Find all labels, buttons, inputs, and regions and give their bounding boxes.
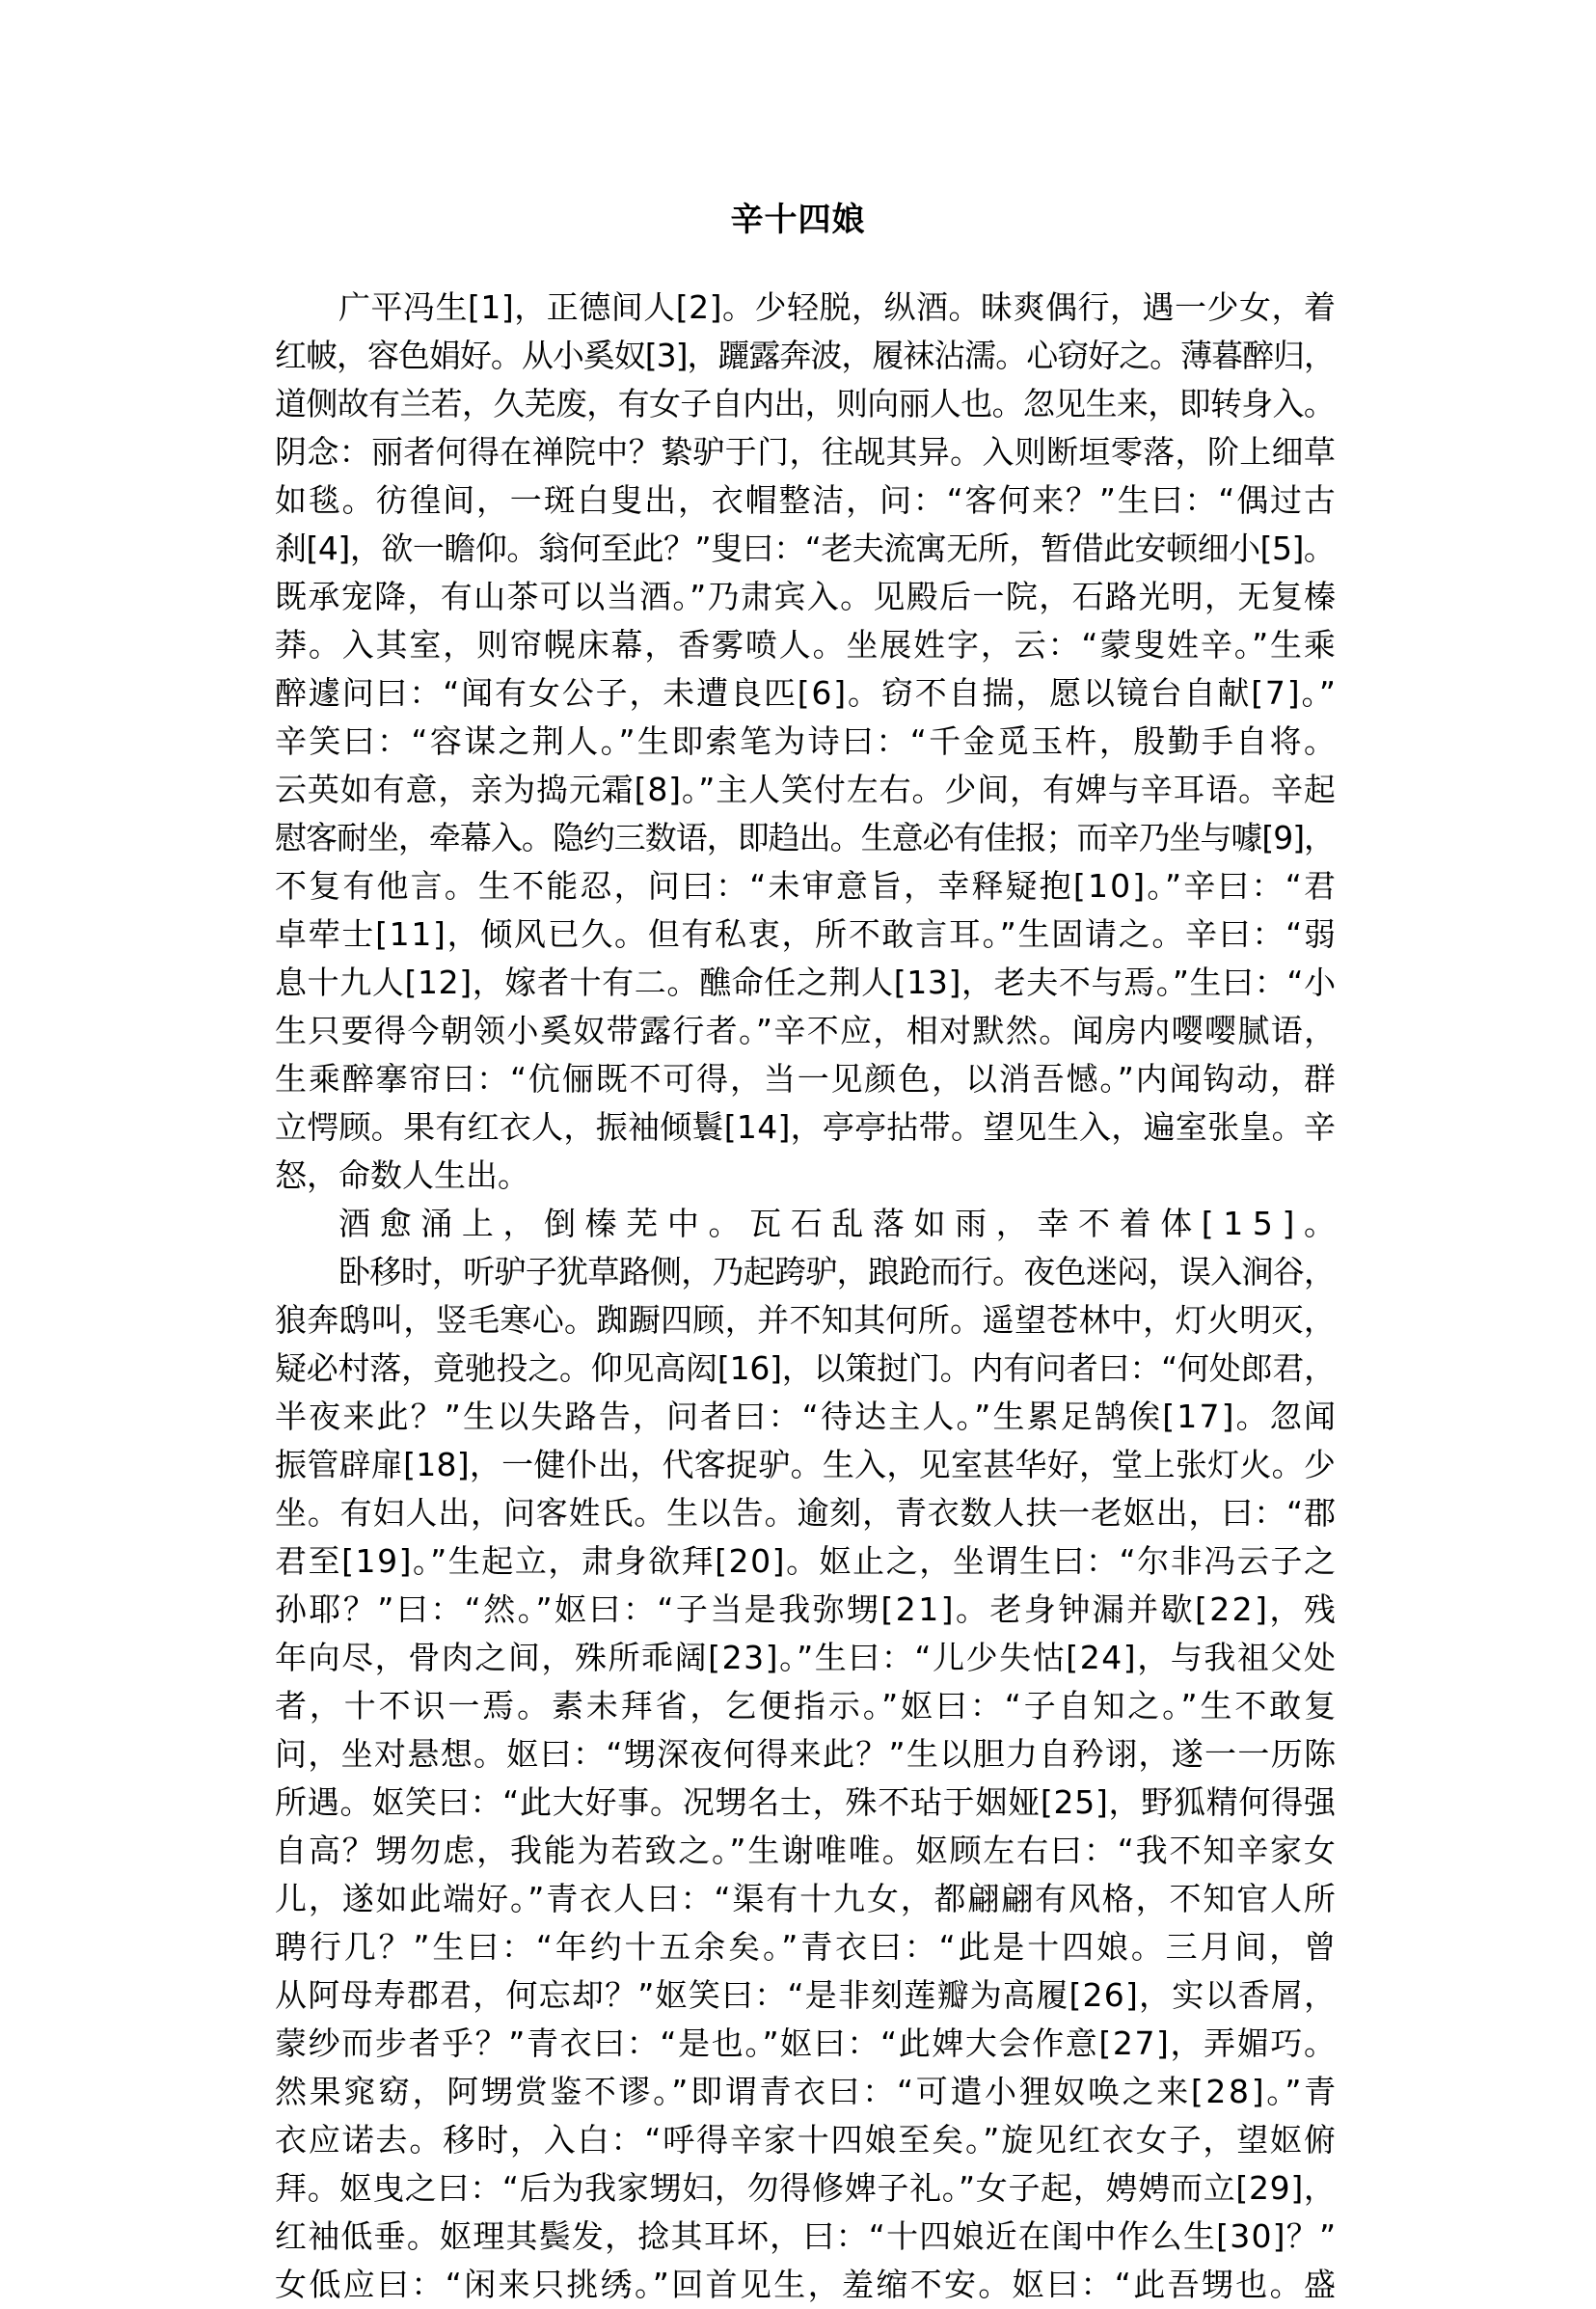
text-line: 如毯。彷徨间，一斑白叟出，衣帽整洁，问：“客何来？”生曰：“偶过古 [275,481,1338,519]
text-line: 女低应曰：“闲来只挑绣。”回首见生，羞缩不安。妪曰：“此吾甥也。盛 [275,2266,1339,2303]
text-line: 振管辟扉[18]，一健仆出，代客捉驴。生入，见室甚华好，堂上张灯火。少 [275,1446,1337,1483]
document-body [275,284,1345,2309]
text-line: 蒙纱而步者乎？”青衣曰：“是也。”妪曰：“此婢大会作意[27]，弄媚巧。 [275,2024,1338,2062]
text-line: 怒，命数人生出。 [275,1156,529,1194]
text-line: 儿，遂如此端好。”青衣人曰：“渠有十九女，都翩翩有风格，不知官人所 [275,1880,1338,1917]
text-line: 聘行几？”生曰：“年约十五余矣。”青衣曰：“此是十四娘。三月间，曾 [275,1928,1339,1966]
text-line: 生只要得今朝领小奚奴带露行者。”辛不应，相对默然。闻房内嘤嘤腻语， [275,1012,1338,1049]
text-line: 自高？甥勿虑，我能为若致之。”生谢唯唯。妪顾左右曰：“我不知辛家女 [275,1832,1338,1869]
text-line: 半夜来此？”生以失路告，问者曰：“待达主人。”生累足鹄俟[17]。忽闻 [275,1398,1339,1435]
text-line: 莽。入其室，则帘幌床幕，香雾喷人。坐展姓字，云：“蒙叟姓辛。”生乘 [275,626,1338,664]
text-line: 然果窕窈，阿甥赏鉴不谬。”即谓青衣曰：“可遣小狸奴唤之来[28]。”青 [275,2073,1339,2110]
text-line: 君至[19]。”生起立，肃身欲拜[20]。妪止之，坐谓生曰：“尔非冯云子之 [275,1542,1338,1580]
text-line: 不复有他言。生不能忍，问曰：“未审意旨，幸释疑抱[10]。”辛曰：“君 [275,867,1339,905]
text-line: 卧移时，听驴子犹草路侧，乃起跨驴，踉跄而行。夜色迷闷，误入涧谷， [338,1253,1336,1290]
text-line: 狼奔鸱叫，竖毛寒心。踟蹰四顾，并不知其何所。遥望苍林中，灯火明灭， [275,1301,1337,1339]
text-line: 慰客耐坐，牵幕入。隐约三数语，即趋出。生意必有佳报；而辛乃坐与噱[9]， [275,819,1336,856]
text-line: 衣应诺去。移时，入白：“呼得辛家十四娘至矣。”旋见红衣女子，望妪俯 [275,2121,1338,2159]
text-line: 孙耶？”曰：“然。”妪曰：“子当是我弥甥[21]。老身钟漏并歇[22]，残 [275,1590,1339,1628]
text-line: 从阿母寿郡君，何忘却？”妪笑曰：“是非刻莲瓣为高履[26]，实以香屑， [275,1976,1338,2014]
text-line: 红袖低垂。妪理其鬓发，捻其耳坏，曰：“十四娘近在闺中作么生[30]？” [275,2217,1338,2255]
text-line: 疑必村落，竟驰投之。仰见高闳[16]，以策挝门。内有问者曰：“何处郎君， [275,1349,1336,1387]
text-line: 广平冯生[1]，正德间人[2]。少轻脱，纵酒。昧爽偶行，遇一少女，着 [338,288,1337,326]
text-line: 云英如有意，亲为捣元霜[8]。”主人笑付左右。少间，有婢与辛耳语。辛起 [275,771,1337,808]
text-line: 坐。有妇人出，问客姓氏。生以告。逾刻，青衣数人扶一老妪出，曰：“郡 [275,1494,1337,1532]
text-line: 问，坐对悬想。妪曰：“甥深夜何得来此？”生以胆力自矜诩，遂一一历陈 [275,1735,1338,1773]
text-line: 酒愈涌上，倒榛芜中。瓦石乱落如雨，幸不着体[15]。 [338,1205,1345,1242]
text-line: 红帔，容色娟好。从小奚奴[3]，躧露奔波，履袜沾濡。心窃好之。薄暮醉归， [275,337,1336,374]
text-line: 息十九人[12]，嫁者十有二。醮命任之荆人[13]，老夫不与焉。”生曰：“小 [275,964,1337,1001]
text-line: 生乘醉搴帘曰：“伉俪既不可得，当一见颜色，以消吾憾。”内闻钩动，群 [275,1060,1338,1098]
text-line: 既承宠降，有山茶可以当酒。”乃肃宾入。见殿后一院，石路光明，无复榛 [275,578,1338,615]
text-line: 道侧故有兰若，久芜废，有女子自内出，则向丽人也。忽见生来，即转身入。 [275,385,1336,422]
text-line: 者，十不识一焉。素未拜省，乞便指示。”妪曰：“子自知之。”生不敢复 [275,1687,1339,1725]
text-line: 醉遽问曰：“闻有女公子，未遭良匹[6]。窃不自揣，愿以镜台自献[7]。” [275,674,1338,712]
text-line: 刹[4]，欲一瞻仰。翁何至此？”叟曰：“老夫流寓无所，暂借此安顿细小[5]。 [275,530,1336,567]
text-line: 卓荦士[11]，倾风已久。但有私衷，所不敢言耳。”生固请之。辛曰：“弱 [275,915,1338,953]
document-title: 辛十四娘 [730,201,866,239]
text-line: 拜。妪曳之曰：“后为我家甥妇，勿得修婢子礼。”女子起，娉娉而立[29]， [275,2169,1337,2207]
text-line: 辛笑曰：“容谋之荆人。”生即索笔为诗曰：“千金觅玉杵，殷勤手自将。 [275,722,1339,760]
text-line: 年向尽，骨肉之间，殊所乖阔[23]。”生曰：“儿少失怙[24]，与我祖父处 [275,1639,1338,1676]
text-line: 立愕顾。果有红衣人，振袖倾鬟[14]，亭亭拈带。望见生入，遍室张皇。辛 [275,1108,1337,1146]
text-line: 阴念：丽者何得在禅院中？絷驴于门，往觇其异。入则断垣零落，阶上细草 [275,433,1337,471]
text-line: 所遇。妪笑曰：“此大好事。况甥名士，殊不玷于姻娅[25]，野狐精何得强 [275,1783,1337,1821]
